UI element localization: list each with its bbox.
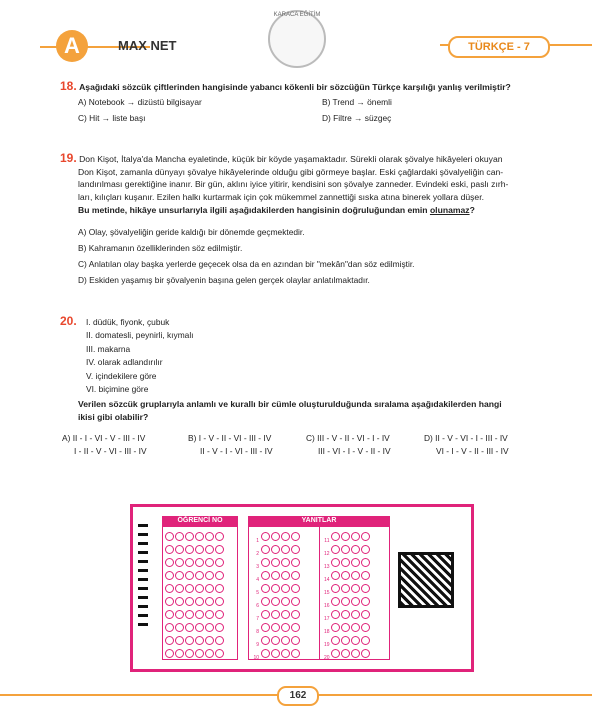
option-d: D) II - V - VI - I - III - IV VI - I - V - II - III - IV [424,433,509,456]
answer-bubble[interactable] [361,623,370,632]
answer-row [320,594,390,607]
question-number: 20. [60,314,77,328]
answer-bubble[interactable] [331,532,340,541]
student-number-row [164,581,236,594]
answer-bubble[interactable] [291,610,300,619]
section-badge: A [56,30,88,62]
answer-bubble[interactable] [291,571,300,580]
passage-line: landırılması gerektiğine inanır. Bir gün, aklını iyice yitirir, kendisini son şövalye zanneder. Evindeki eski, paslı zırh- [78,179,509,189]
answer-bubble[interactable] [215,636,224,645]
answer-row [249,555,319,568]
answer-bubble[interactable] [331,623,340,632]
answer-bubble[interactable] [281,649,290,658]
answer-bubble[interactable] [291,636,300,645]
answer-row [320,568,390,581]
answer-bubble[interactable] [281,532,290,541]
answer-bubble[interactable] [271,571,280,580]
question-number: 19. [60,151,77,165]
answer-bubble[interactable] [165,636,174,645]
answer-bubble[interactable] [291,532,300,541]
answer-bubble[interactable] [341,649,350,658]
answer-bubble[interactable] [291,623,300,632]
answer-bubble[interactable] [205,545,214,554]
answer-bubble[interactable] [351,649,360,658]
answer-bubble[interactable] [175,558,184,567]
answer-bubble[interactable] [281,545,290,554]
answer-bubble[interactable] [215,623,224,632]
answer-bubble[interactable] [331,597,340,606]
option-b: B) Trend → önemli [322,97,392,107]
answer-bubble[interactable] [165,558,174,567]
answer-bubble[interactable] [361,571,370,580]
option-a: A) II - I - VI - V - III - IV I - II - V - VI - III - IV [62,433,147,456]
answer-row [249,620,319,633]
answer-bubble[interactable] [261,584,270,593]
answer-row-number: 18 [323,629,330,635]
answer-bubble[interactable] [291,584,300,593]
passage-line: Don Kişot, zamanla dünyayı şövalye hikâyelerinde olduğu gibi görmeye başlar. Eski çağlardaki şövalyeliğin can- [78,166,504,177]
answer-bubble[interactable] [205,571,214,580]
option-c: C) Anlatılan olay başka yerlerde geçecek olsa da en azından bir "mekân"dan söz edilmiştir. [78,259,415,269]
student-number-row [164,542,236,555]
answer-bubble[interactable] [215,558,224,567]
answer-bubble[interactable] [331,649,340,658]
answer-bubble[interactable] [341,571,350,580]
answer-bubble[interactable] [361,558,370,567]
student-number-grid [162,516,238,660]
answer-bubble[interactable] [185,571,194,580]
answer-bubble[interactable] [281,584,290,593]
answer-row [320,555,390,568]
answer-bubble[interactable] [271,597,280,606]
answer-bubble[interactable] [195,610,204,619]
answer-bubble[interactable] [281,558,290,567]
answer-bubble[interactable] [271,545,280,554]
word-group: III. makarna [86,343,131,354]
answer-bubble[interactable] [281,623,290,632]
answer-bubble[interactable] [175,597,184,606]
answer-bubble[interactable] [271,532,280,541]
answer-row [249,633,319,646]
answer-row [320,633,390,646]
answer-bubble[interactable] [281,597,290,606]
answer-bubble[interactable] [271,610,280,619]
option-d: D) Filtre → süzgeç [322,113,392,123]
option-a: A) Olay, şövalyeliğin geride kaldığı bir dönemde geçmektedir. [78,227,305,237]
answer-row-number: 15 [323,590,330,596]
answer-row-number: 16 [323,603,330,609]
answer-bubble[interactable] [261,649,270,658]
student-number-title: ÖĞRENCİ NO [162,516,238,526]
answer-bubble[interactable] [261,623,270,632]
word-group: I. düdük, fiyonk, çubuk [86,317,170,327]
answer-bubble[interactable] [185,597,194,606]
answer-bubble[interactable] [215,597,224,606]
question-20 [60,312,77,330]
answer-row [320,607,390,620]
answer-bubble[interactable] [331,558,340,567]
student-number-row [164,555,236,568]
passage-line: Don Kişot, İtalya'da Mancha eyaletinde, küçük bir köyde yaşamaktadır. Sürekli olarak şövalye hikâyeleri okuyan [79,154,503,164]
answer-bubble[interactable] [341,597,350,606]
answer-bubble[interactable] [271,558,280,567]
answer-bubble[interactable] [175,584,184,593]
answer-bubble[interactable] [261,636,270,645]
answers-title: YANITLAR [248,516,390,526]
page-number: 162 [277,686,319,706]
answer-bubble[interactable] [351,623,360,632]
answer-row-number: 19 [323,642,330,648]
answer-bubble[interactable] [185,532,194,541]
student-number-row [164,620,236,633]
answer-row [249,581,319,594]
answer-bubble[interactable] [215,571,224,580]
answer-bubble[interactable] [261,571,270,580]
answer-row [249,594,319,607]
answer-bubble[interactable] [205,532,214,541]
answer-bubble[interactable] [215,584,224,593]
answer-row-number: 7 [256,616,259,622]
question-19 [60,152,560,217]
answer-bubble[interactable] [341,584,350,593]
answer-bubble[interactable] [261,532,270,541]
option-b: B) Kahramanın özelliklerinden söz edilmiştir. [78,243,243,253]
answer-bubble[interactable] [331,610,340,619]
answer-bubble[interactable] [205,610,214,619]
answer-bubble[interactable] [185,545,194,554]
answer-bubble[interactable] [281,636,290,645]
answer-bubble[interactable] [175,649,184,658]
answer-bubble[interactable] [175,623,184,632]
answer-bubble[interactable] [331,571,340,580]
word-group-list [86,316,286,396]
answer-row-number: 2 [256,551,259,557]
question-text: Verilen sözcük gruplarıyla anlamlı ve kurallı bir cümle oluşturulduğunda sıralama aşağıdakilerden hangi ikisi gibi olabilir? [78,399,502,422]
answer-bubble[interactable] [351,545,360,554]
answer-bubble[interactable] [341,636,350,645]
answer-row [320,581,390,594]
answer-bubble[interactable] [351,636,360,645]
student-number-row [164,568,236,581]
passage-line: ları, kılıçları kuşanır. Ezilen halkı kurtarmak için çok mükemmel zannettiği sıska atına binerek yollara düşer. [78,191,484,202]
answer-row [249,568,319,581]
answer-bubble[interactable] [185,558,194,567]
answer-bubble[interactable] [205,558,214,567]
answer-row [249,607,319,620]
answer-row-number: 11 [324,538,330,544]
publisher-logo-text: KARACA EĞİTİM [273,12,321,18]
answer-bubble[interactable] [185,610,194,619]
answer-bubble[interactable] [185,649,194,658]
answer-row-number: 10 [253,655,259,661]
answer-bubble[interactable] [165,571,174,580]
answer-bubble[interactable] [165,545,174,554]
answer-bubble[interactable] [361,597,370,606]
answer-bubble[interactable] [281,610,290,619]
answer-bubble[interactable] [195,558,204,567]
question-text: Bu metinde, hikâye unsurlarıyla ilgili aşağıdakilerden hangisinin doğruluğundan emin olunamaz? [78,205,475,215]
answer-row-number: 1 [256,538,259,544]
answer-bubble[interactable] [271,584,280,593]
student-number-row [164,594,236,607]
question-text: Aşağıdaki sözcük çiftlerinden hangisinde yabancı kökenli bir sözcüğün Türkçe karşılığı yanlış verilmiştir? [79,82,511,92]
student-number-row [164,529,236,542]
option-c: C) III - V - II - VI - I - IV III - VI - I - V - II - IV [306,433,391,456]
answer-bubble[interactable] [165,649,174,658]
answer-row [320,529,390,542]
answer-bubble[interactable] [261,558,270,567]
answer-bubble[interactable] [195,649,204,658]
option-b: B) I - V - II - VI - III - IV II - V - I - VI - III - IV [188,433,273,456]
answer-bubble[interactable] [331,545,340,554]
answer-bubble[interactable] [185,636,194,645]
answer-bubble[interactable] [165,597,174,606]
word-group: VI. biçimine göre [86,384,149,395]
answer-bubble[interactable] [291,597,300,606]
answer-bubble[interactable] [361,636,370,645]
answer-row-number: 13 [323,564,330,570]
answer-row-number: 12 [323,551,330,557]
answer-bubble[interactable] [341,610,350,619]
answer-bubble[interactable] [261,597,270,606]
answer-bubble[interactable] [271,636,280,645]
answer-bubble[interactable] [175,532,184,541]
answer-row [320,542,390,555]
answer-bubble[interactable] [351,610,360,619]
answer-bubble[interactable] [195,545,204,554]
brand-title: MAX NET [118,38,177,53]
answer-bubble[interactable] [331,584,340,593]
answer-row-number: 4 [256,577,259,583]
answer-bubble[interactable] [215,545,224,554]
answer-row [320,646,390,659]
answer-bubble[interactable] [291,649,300,658]
answer-row-number: 9 [256,642,259,648]
answer-bubble[interactable] [351,558,360,567]
answer-bubble[interactable] [361,584,370,593]
answer-bubble[interactable] [361,649,370,658]
answer-bubble[interactable] [361,610,370,619]
answer-bubble[interactable] [185,584,194,593]
answer-bubble[interactable] [175,610,184,619]
answer-bubble[interactable] [351,584,360,593]
timing-marks [138,524,148,632]
answer-bubble[interactable] [205,623,214,632]
answer-bubble[interactable] [175,636,184,645]
answer-row-number: 5 [256,590,259,596]
answer-bubble[interactable] [175,545,184,554]
answer-bubble[interactable] [361,545,370,554]
answer-bubble[interactable] [261,545,270,554]
question-18 [60,80,560,94]
answer-bubble[interactable] [361,532,370,541]
word-group: IV. olarak adlandırılır [86,357,163,368]
answer-bubble[interactable] [165,532,174,541]
student-number-row [164,607,236,620]
answer-bubble[interactable] [341,623,350,632]
answer-bubble[interactable] [281,571,290,580]
answer-bubble[interactable] [341,558,350,567]
answer-bubble[interactable] [271,623,280,632]
answer-row [249,646,319,659]
answer-bubble[interactable] [215,610,224,619]
answer-bubble[interactable] [195,571,204,580]
answer-bubble[interactable] [331,636,340,645]
option-c: C) Hit → liste başı [78,113,146,123]
answer-bubble[interactable] [215,649,224,658]
word-group: II. domatesli, peynirli, kıymalı [86,330,194,341]
answer-bubble[interactable] [205,584,214,593]
answer-bubble[interactable] [261,610,270,619]
answer-bubble[interactable] [341,545,350,554]
answer-bubble[interactable] [341,532,350,541]
answer-row-number: 20 [323,655,330,661]
answer-bubble[interactable] [195,636,204,645]
answer-bubble[interactable] [205,649,214,658]
answer-bubble[interactable] [195,584,204,593]
qr-code [398,552,454,608]
answer-bubble[interactable] [205,597,214,606]
answer-bubble[interactable] [165,623,174,632]
answer-bubble[interactable] [271,649,280,658]
answer-row [320,620,390,633]
answer-bubble[interactable] [291,558,300,567]
student-number-row [164,646,236,659]
question-number: 18. [60,79,77,93]
answer-bubble[interactable] [351,597,360,606]
answer-row-number: 17 [323,616,330,622]
answer-bubble[interactable] [351,532,360,541]
answer-bubble[interactable] [205,636,214,645]
answer-bubble[interactable] [185,623,194,632]
student-number-row [164,633,236,646]
option-d: D) Eskiden yaşamış bir şövalyenin başına gelen gerçek olaylar anlatılmaktadır. [78,275,370,285]
answer-bubble[interactable] [165,584,174,593]
answer-bubble[interactable] [175,571,184,580]
publisher-logo [268,10,326,68]
answer-bubble[interactable] [351,571,360,580]
answer-row [249,542,319,555]
answer-row-number: 14 [323,577,330,583]
answer-bubble[interactable] [195,532,204,541]
word-group: V. içindekilere göre [86,370,157,381]
answer-row-number: 6 [256,603,259,609]
answer-bubble[interactable] [195,597,204,606]
answer-bubble[interactable] [215,532,224,541]
answers-grid [248,516,390,660]
answer-bubble[interactable] [291,545,300,554]
answer-row [249,529,319,542]
answer-bubble[interactable] [195,623,204,632]
answer-row-number: 8 [256,629,259,635]
answer-bubble[interactable] [165,610,174,619]
subject-label: TÜRKÇE - 7 [448,36,550,58]
option-a: A) Notebook → dizüstü bilgisayar [78,97,202,107]
answer-row-number: 3 [256,564,259,570]
